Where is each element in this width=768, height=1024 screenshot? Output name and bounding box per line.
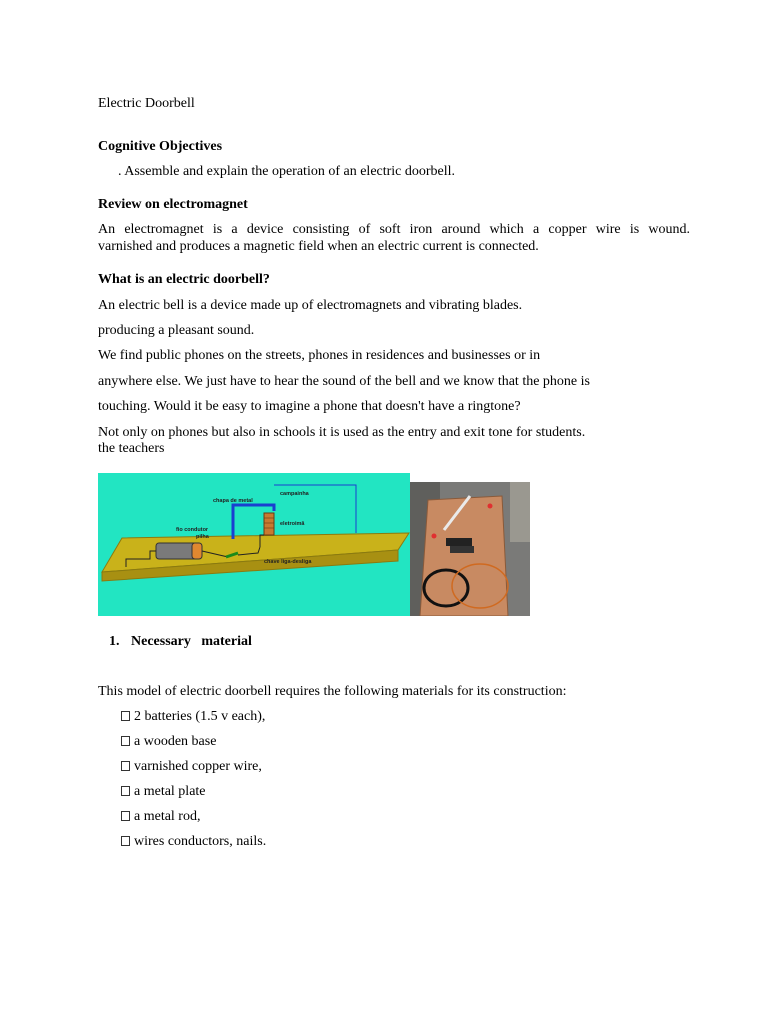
what-line-2: producing a pleasant sound. xyxy=(98,323,255,338)
doorbell-diagram-svg xyxy=(98,473,410,616)
material-heading: Necessary material xyxy=(131,634,252,649)
list-item: a metal plate xyxy=(121,784,206,800)
what-line-5: touching. Would it be easy to imagine a phone that doesn't have a ringtone? xyxy=(98,399,521,414)
label-pilha: pilha xyxy=(196,534,209,540)
list-item: varnished copper wire, xyxy=(121,759,262,775)
document-title: Electric Doorbell xyxy=(98,96,195,111)
battery-photo xyxy=(446,538,472,546)
what-line-1: An electric bell is a device made up of electromagnets and vibrating blades. xyxy=(98,298,523,313)
bullet-icon xyxy=(121,761,130,771)
bullet-icon xyxy=(121,836,130,846)
doorbell-photo xyxy=(410,482,530,616)
list-item: wires conductors, nails. xyxy=(121,834,266,850)
what-line-4: anywhere else. We just have to hear the sound of the bell and we know that the phone is xyxy=(98,374,590,389)
review-line-2: varnished and produces a magnetic field when an electric current is connected. xyxy=(98,239,539,254)
doorbell-diagram xyxy=(98,473,410,616)
bullet-icon xyxy=(121,736,130,746)
bullet-icon xyxy=(121,711,130,721)
label-chave: chave liga-desliga xyxy=(264,559,312,565)
list-item: 2 batteries (1.5 v each), xyxy=(121,709,265,725)
what-line-6: Not only on phones but also in schools it is used as the entry and exit tone for students. xyxy=(98,425,586,440)
label-campainha: campainha xyxy=(280,491,309,497)
label-chapa: chapa de metal xyxy=(213,498,253,504)
what-line-3: We find public phones on the streets, phones in residences and businesses or in xyxy=(98,348,541,363)
material-number: 1. xyxy=(109,634,120,649)
label-eletroima: eletroimã xyxy=(280,521,305,527)
list-item: a metal rod, xyxy=(121,809,200,825)
bullet-icon xyxy=(121,786,130,796)
what-heading: What is an electric doorbell? xyxy=(98,272,270,287)
review-heading: Review on electromagnet xyxy=(98,197,248,212)
what-line-7: the teachers xyxy=(98,441,165,456)
label-fio: fio condutor xyxy=(176,527,209,533)
material-intro: This model of electric doorbell requires the following materials for its construction: xyxy=(98,684,567,699)
cognitive-text: . Assemble and explain the operation of an electric doorbell. xyxy=(118,164,456,179)
electromagnet-icon xyxy=(264,513,274,535)
bullet-icon xyxy=(121,811,130,821)
review-line-1: An electromagnet is a device consisting of soft iron around which a copper wire is wound. xyxy=(98,222,690,237)
doorbell-photo-svg xyxy=(410,482,530,616)
cognitive-heading: Cognitive Objectives xyxy=(98,139,223,154)
list-item: a wooden base xyxy=(121,734,216,750)
